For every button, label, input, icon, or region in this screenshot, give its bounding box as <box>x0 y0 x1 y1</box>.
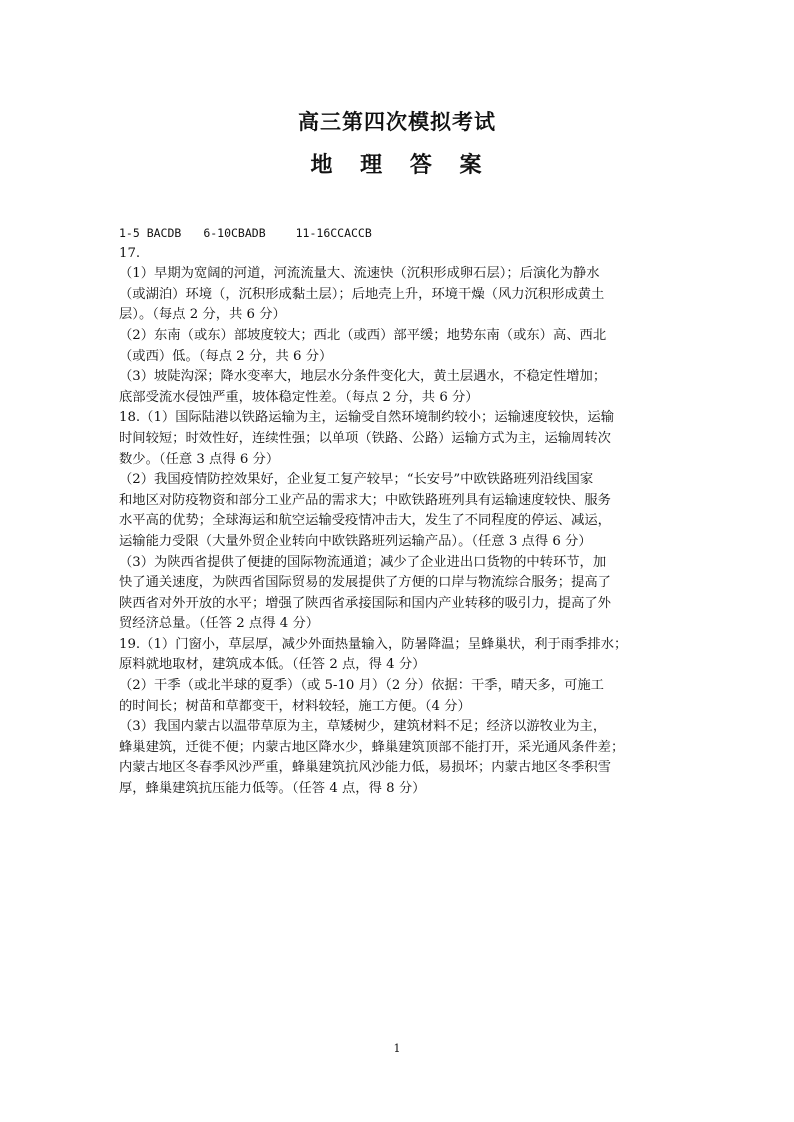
answer-line: 内蒙古地区冬春季风沙严重，蜂巢建筑抗风沙能力低，易损坏；内蒙古地区冬季积雪 <box>119 760 611 776</box>
page-number: 1 <box>393 1042 401 1055</box>
answer-line: （3）为陕西省提供了便捷的国际物流通道；减少了企业进出口货物的中转环节，加 <box>119 554 607 570</box>
document-title: 高三第四次模拟考试 <box>298 109 496 134</box>
answer-line: （1）早期为宽阔的河道，河流流量大、流速快（沉积形成卵石层）；后演化为静水 <box>119 266 600 282</box>
answer-line: 层）。（每点 2 分，共 6 分） <box>119 307 286 323</box>
answer-line: （2）东南（或东）部坡度较大；西北（或西）部平缓；地势东南（或东）高、西北 <box>119 327 607 343</box>
answer-line: （3）坡陡沟深；降水变率大，地层水分条件变化大，黄土层遇水，不稳定性增加； <box>119 369 607 385</box>
answer-line: 和地区对防疫物资和部分工业产品的需求大；中欧铁路班列具有运输速度较快、服务 <box>119 492 611 508</box>
answer-line: 厚，蜂巢建筑抗压能力低等。（任答 4 点，得 8 分） <box>119 781 426 797</box>
answer-line: 19.（1）门窗小，草层厚，减少外面热量输入，防暑降温；呈蜂巢状，利于雨季排水； <box>119 636 628 652</box>
answer-line: （2）我国疫情防控效果好，企业复工复产较早；“长安号”中欧铁路班列沿线国家 <box>119 472 594 488</box>
document-subtitle: 地 理 答 案 <box>310 152 484 178</box>
answer-line: 水平高的优势；全球海运和航空运输受疫情冲击大，发生了不同程度的停运、减运， <box>119 513 611 529</box>
answer-line: 17. <box>119 245 141 261</box>
answer-line: 数少。（任意 3 点得 6 分） <box>119 451 280 467</box>
answer-line: （或湖泊）环境（，沉积形成黏土层）；后地壳上升，环境干燥（风力沉积形成黄土 <box>119 286 605 302</box>
answer-line: 运输能力受限（大量外贸企业转向中欧铁路班列运输产品）。（任意 3 点得 6 分） <box>119 533 592 549</box>
choice-group-1: 1-5 BACDB <box>119 226 182 240</box>
answer-line: 陕西省对外开放的水平；增强了陕西省承接国际和国内产业转移的吸引力，提高了外 <box>119 595 611 611</box>
answer-line: 底部受流水侵蚀严重，坡体稳定性差。（每点 2 分，共 6 分） <box>119 389 479 405</box>
answer-line: 时间较短；时效性好，连续性强；以单项（铁路、公路）运输方式为主，运输周转次 <box>119 430 611 446</box>
choice-group-2: 6-10CBADB <box>203 226 266 240</box>
answer-line: 快了通关速度，为陕西省国际贸易的发展提供了方便的口岸与物流综合服务；提高了 <box>119 575 611 591</box>
answer-content <box>119 223 679 800</box>
answer-line: 的时间长；树苗和草都变干，材料较轻，施工方便。（4 分） <box>119 698 471 714</box>
answer-line: （2）干季（或北半球的夏季）（或 5-10 月）（2 分）依据：干季，晴天多，可施工 <box>119 678 604 694</box>
answer-line: 贸经济总量。（任答 2 点得 4 分） <box>119 616 320 632</box>
answer-line: 蜂巢建筑，迁徙不便；内蒙古地区降水少，蜂巢建筑顶部不能打开，采光通风条件差； <box>119 739 625 755</box>
choice-group-3: 11-16CCACCB <box>295 226 372 240</box>
choice-answers <box>119 223 679 244</box>
answer-line: 原料就地取材，建筑成本低。（任答 2 点，得 4 分） <box>119 657 426 673</box>
answer-line: （或西）低。（每点 2 分，共 6 分） <box>119 348 333 364</box>
answer-line: （3）我国内蒙古以温带草原为主，草矮树少，建筑材料不足；经济以游牧业为主， <box>119 719 607 735</box>
answer-line: 18.（1）国际陆港以铁路运输为主，运输受自然环境制约较小；运输速度较快，运输 <box>119 410 614 426</box>
